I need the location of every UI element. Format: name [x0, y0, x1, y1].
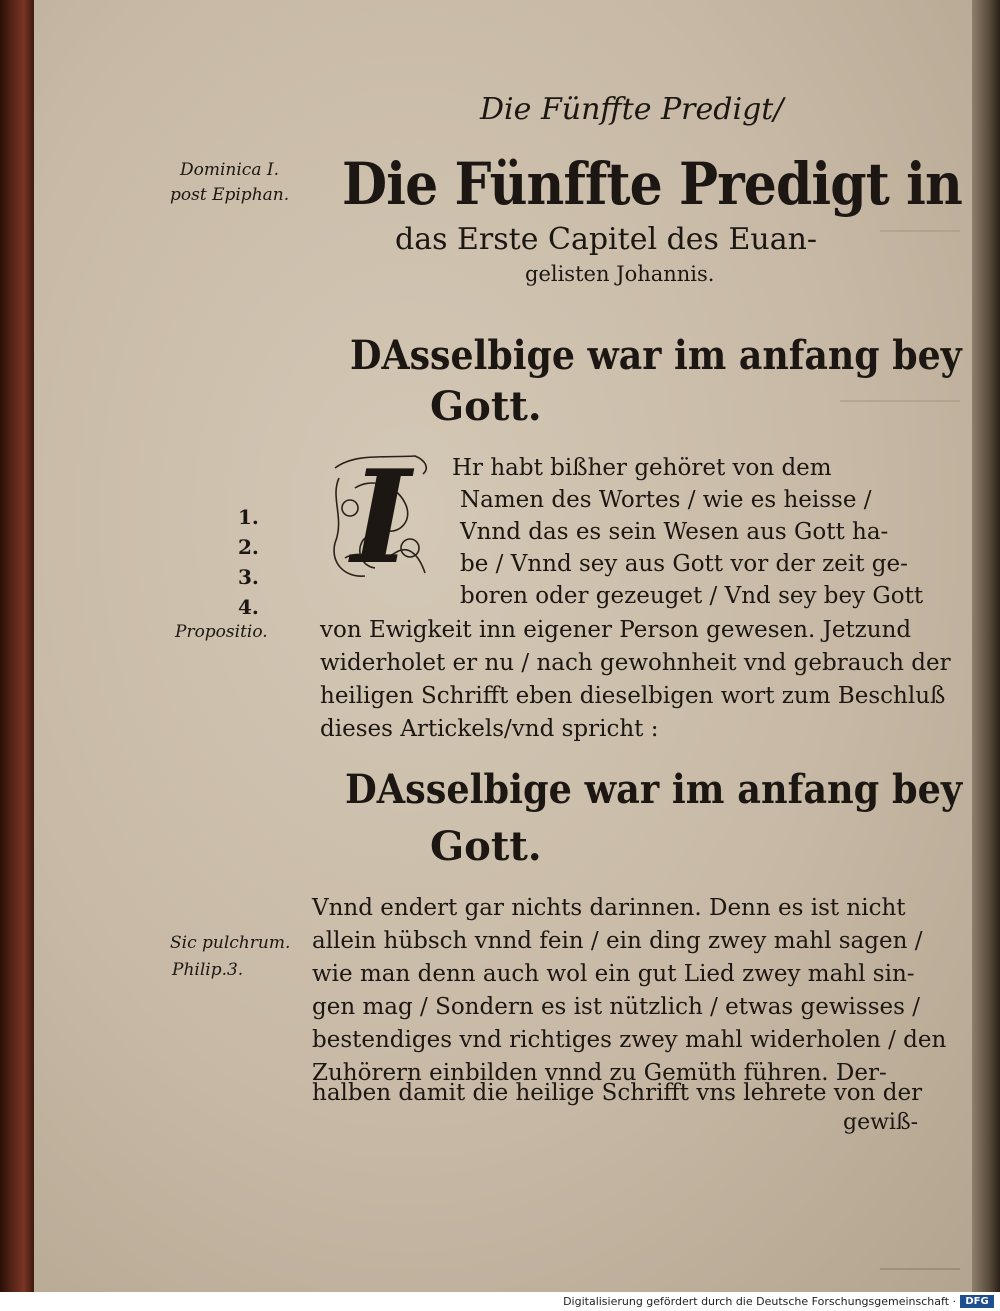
sermon-title-line1: Die Fünffte Predigt in [342, 150, 962, 218]
paragraph-line: Hr habt bißher gehöret von dem [452, 455, 832, 481]
margin-number-4: 4. [238, 595, 259, 619]
catchword: gewiß- [843, 1110, 919, 1135]
paragraph-line: bestendiges vnd richtiges zwey mahl widerholen / den [312, 1027, 947, 1053]
paragraph-line: Namen des Wortes / wie es heisse / [460, 487, 872, 513]
paragraph-line: halben damit die heilige Schrifft vns lehrete von der [312, 1080, 923, 1106]
paragraph-line: wie man denn auch wol ein gut Lied zwey mahl sin- [312, 961, 915, 987]
footer-credit: Digitalisierung gefördert durch die Deutsche Forschungsgemeinschaft · [563, 1295, 956, 1308]
page-edge [972, 0, 1000, 1292]
paragraph-line: be / Vnnd sey aus Gott vor der zeit ge- [460, 551, 908, 577]
dfg-logo: DFG [960, 1295, 994, 1308]
bleed-through-mark [880, 1268, 960, 1280]
verse-heading-line2: Gott. [430, 383, 542, 430]
margin-number-3: 3. [238, 565, 259, 589]
margin-sic-pulchrum: Sic pulchrum. [170, 933, 291, 953]
initial-letter: I [351, 443, 411, 593]
verse-heading-line1: DAsselbige war im anfang bey [350, 332, 962, 379]
margin-dominica-line2: post Epiphan. [170, 185, 290, 205]
paragraph-line: Zuhörern einbilden vnnd zu Gemüth führen. Der- [312, 1060, 887, 1086]
paragraph-line: heiligen Schrifft eben dieselbigen wort zum Beschluß [320, 683, 946, 709]
verse-heading-repeat-line2: Gott. [430, 823, 542, 870]
digitization-footer [0, 1292, 1000, 1311]
decorated-initial [325, 443, 437, 593]
margin-number-2: 2. [238, 535, 259, 559]
paragraph-line: Vnnd das es sein Wesen aus Gott ha- [460, 519, 889, 545]
sermon-title-line2: das Erste Capitel des Euan- [395, 222, 818, 257]
margin-number-1: 1. [238, 505, 259, 529]
sermon-title-line3: gelisten Johannis. [525, 262, 715, 286]
verse-heading-repeat-line1: DAsselbige war im anfang bey [345, 766, 963, 813]
paragraph-line: von Ewigkeit inn eigener Person gewesen. Jetzund [320, 617, 912, 643]
paragraph-line: allein hübsch vnnd fein / ein ding zwey mahl sagen / [312, 928, 923, 954]
paragraph-line: widerholet er nu / nach gewohnheit vnd gebrauch der [320, 650, 951, 676]
paragraph-line: dieses Artickels/vnd spricht : [320, 716, 659, 742]
margin-philip: Philip.3. [172, 960, 244, 980]
margin-dominica-line1: Dominica I. [180, 160, 279, 180]
bleed-through-mark [880, 230, 960, 242]
paragraph-line: Vnnd endert gar nichts darinnen. Denn es ist nicht [312, 895, 906, 921]
paragraph-line: boren oder gezeuget / Vnd sey bey Gott [460, 583, 924, 609]
margin-propositio: Propositio. [175, 622, 268, 642]
book-binding [0, 0, 34, 1311]
bleed-through-mark [840, 400, 960, 412]
paragraph-line: gen mag / Sondern es ist nützlich / etwas gewisses / [312, 994, 920, 1020]
running-head: Die Fünffte Predigt/ [480, 92, 784, 127]
